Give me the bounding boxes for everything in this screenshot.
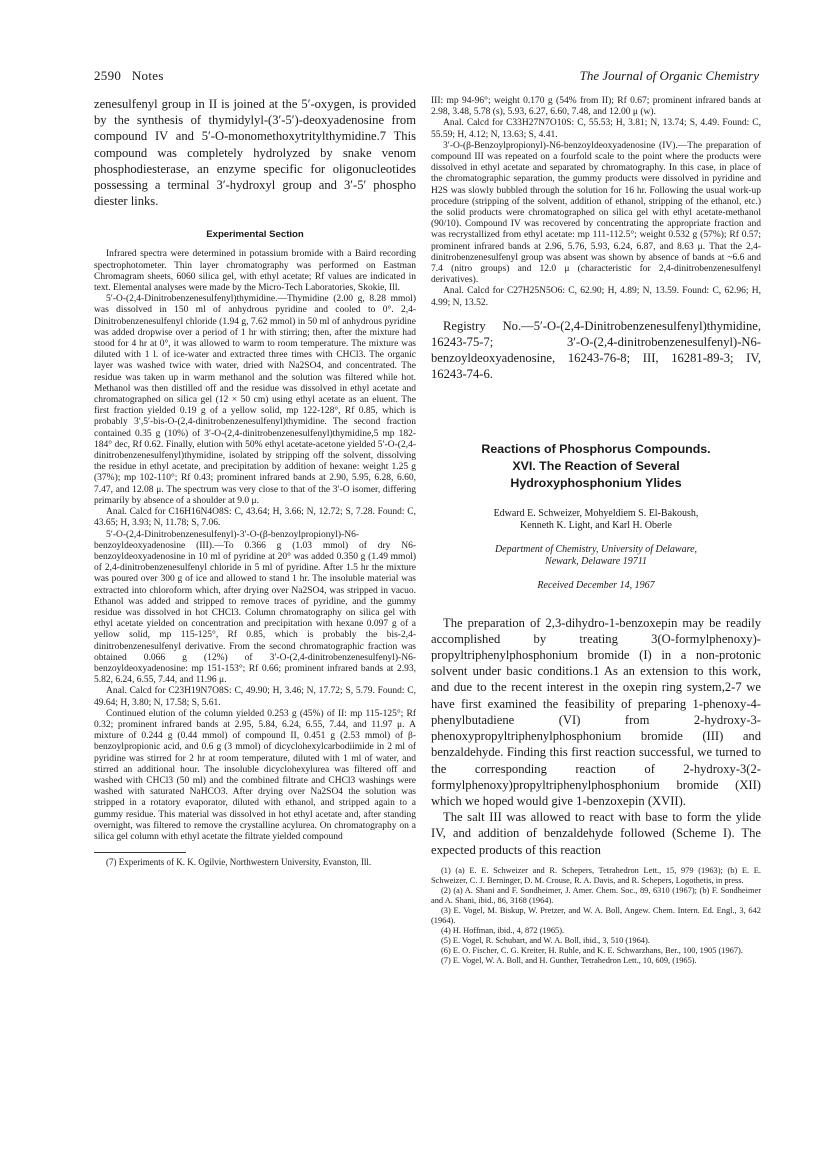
journal-title: The Journal of Organic Chemistry (579, 68, 759, 83)
left-column (94, 96, 416, 868)
article-title-line-2: XVI. The Reaction of Several (512, 458, 680, 473)
reference-item: (5) E. Vogel, R. Schubart, and W. A. Boll, ibid., 3, 510 (1964). (441, 935, 650, 945)
affiliation-line-2: Newark, Delaware 19711 (545, 555, 647, 567)
continued-paragraph-2: Anal. Calcd for C33H27N7O10S: C, 55.53; H, 3.81; N, 13.74; S, 4.49. Found: C, 55.59; H, 4.12; N, 13.63; S, 4.41. (431, 118, 761, 140)
experimental-paragraph-1: Infrared spectra were determined in potassium bromide with a Baird recording spectrophotometer. Thin layer chromatography was performed on Eastman Chromagram sheets, 6060 silica gel, with ethyl acetate; Rf values are indicated in text. Elemental analyses were made by the Micro-Tech Laboratories, Skokie, Ill. (94, 249, 416, 294)
experimental-paragraph-3: Anal. Calcd for C16H16N4O8S: C, 43.64; H, 3.66; N, 12.72; S, 7.28. Found: C, 43.65; H, 3.93; N, 11.78; S, 7.06. (94, 507, 416, 529)
reference-item: (2) (a) A. Shani and F. Sondheimer, J. Amer. Chem. Soc., 89, 6310 (1967); (b) F. Sondheimer and A. Shani, ibid., 86, 3168 (1964). (431, 885, 761, 905)
page-number-and-section (94, 68, 164, 84)
experimental-paragraph-2: 5′-O-(2,4-Dinitrobenzenesulfenyl)thymidine.—Thymidine (2.00 g, 8.28 mmol) was dissolved in 150 ml of anhydrous pyridine and cooled to 0°. 2,4-Dinitrobenzenesulfenyl chloride (1.94 g, 7.62 mmol) in 50 ml of anhydrous pyridine was added dropwise over a period of 1 hr with stirring; then, after the mixture had stood for 4 hr at 0°, it was allowed to warm to room temperature. The mixture was diluted with 1 l. of ice-water and extracted three times with CHCl3. The organic layer was washed twice with water, dried with Na2SO4, and concentrated. The residue was taken up in warm methanol and the solution was filtered while hot. Methanol was then distilled off and the residue was dissolved in ethyl acetate and chromatographed on silica gel (12 × 50 cm) using ethyl acetate as an eluent. The first fraction yielded 0.19 g of a yellow solid, mp 122-128°, Rf 0.85, which is probably 3′,5′-bis-O-(2,4-dinitrobenzenesulfenyl)thymidine. The second fraction contained 0.35 g (10%) of 3′-O-(2,4-dinitrobenzenesulfenyl)thymidine,5 mp 182-184° dec, Rf 0.62. Finally, elution with 50% ethyl acetate-acetone yielded 5′-O-(2,4-dinitrobenzenesulfenyl)thymidine, isolated by stripping off the solvent, dissolving the residue in ethyl acetate, and precipitation by addition of hexane: weight 1.25 g (37%); mp 102-110°; Rf 0.43; prominent infrared bands at 2.90, 5.95, 6.28, 6.60, 7.47, and 12.08 μ. The spectrum was very close to that of the 3′-O isomer, differing primarily by absence of a shoulder at 9.0 μ. (94, 294, 416, 506)
body-paragraph-1: The preparation of 2,3-dihydro-1-benzoxepin may be readily accomplished by treating 3(O-formylphenoxy)-propyltriphenylphosphonium bromide (I) in a non-protonic solvent under basic conditions.1 As an extension to this work, and due to the recent interest in the oxepin ring system,2-7 we have first examined the feasibility of preparing 1-phenoxy-4-phenylbutadiene (VI) from 2-hydroxy-3-phenoxypropyltriphenylphosphonium bromide (III) and benzaldehyde. Finding this first reaction successful, we turned to the corresponding reaction of 2-hydroxy-3(2-formylphenoxy)propyltriphenylphosphonium bromide (XII) which we hoped would give 1-benzoxepin (XVII). (431, 615, 761, 808)
experimental-paragraph-4: 5′-O-(2,4-Dinitrobenzenesulfenyl)-3′-O-(β-benzoylpropionyl)-N6-benzoyldeoxyadenosine (III).—To 0.366 g (1.03 mmol) of dry N6-benzoyldeoxyadenosine in 10 ml of pyridine at 20° was added 0.350 g (1.49 mmol) of 2,4-dinitrobenzenesulfenyl chloride in 5 ml of pyridine. After 1.5 hr the mixture was poured over 300 g of ice and allowed to stand 1 hr. The insoluble material was extracted into chloroform which, after drying over Na2SO4, was stripped in vacuo. Ethanol was added and stripped to remove traces of pyridine, and the gummy residue was dissolved in hot CHCl3. Column chromatography on silica gel with ethyl acetate yielded on concentration and precipitation with hexane 0.097 g of a yellow solid, mp 115-125°, Rf 0.85, which is probably the bis-2,4-dinitrobenzenesulfenyl derivative. From the second chromatographic fraction was obtained 0.066 g (12%) of 3′-O-(2,4-dinitrobenzenesulfenyl)-N6-benzoyldeoxyadenosine: mp 151-153°; Rf 0.66; prominent infrared bands at 2.93, 5.82, 6.24, 6.55, 7.44, and 11.96 μ. (94, 529, 416, 686)
experimental-paragraph-6: Continued elution of the column yielded 0.253 g (45%) of II: mp 115-125°; Rf 0.32; prominent infrared bands at 2.95, 5.84, 6.24, 6.55, 7.44, and 11.97 μ. A mixture of 0.244 g (0.44 mmol) of compound II, 0.451 g (2.53 mmol) of β-benzoylpropionic acid, and 0.6 g (3 mmol) of dicyclohexylcarbodiimide in 2 ml of pyridine was stirred for 2 hr at room temperature, diluted with 1 ml of water, and stirred an additional hour. The insoluble dicyclohexylurea was filtered off and washed with CHCl3 (50 ml) and the combined filtrate and CHCl3 washings were washed with saturated NaHCO3. After drying over Na2SO4 the solution was stripped in a rotatory evaporator, diluted with ethanol, and stripped again to a gummy residue. This material was dissolved in hot ethyl acetate and, after standing overnight, was filtered to remove the crystalline acylurea. On chromatography on a silica gel column with ethyl acetate the filtrate yielded compound (94, 708, 416, 842)
continued-paragraph-3: 3′-O-(β-Benzoylpropionyl)-N6-benzoyldeoxyadenosine (IV).—The preparation of compound III was repeated on a fourfold scale to the point where the products were dissolved in ethyl acetate and separated by chromatography. In this case, in place of the chromatographic separation, the gummy products were dissolved in pyridine and H2S was slowly bubbled through the solution for 16 hr. Following the usual work-up procedure (stripping of the solvent, addition of ethanol, stripping of the ethanol, etc.) the solid products were chromatographed on silica gel with ethyl acetate-methanol (90/10). Compound IV was recovered by concentrating the appropriate fraction and was recrystallized from ethyl acetate: mp 111-112.5°; weight 0.532 g (57%); Rf 0.57; prominent infrared bands at 2.96, 5.76, 5.93, 6.24, 6.87, and 8.63 μ. That the 2,4-dinitrobenzenesulfenyl group was absent was shown by absence of bands at ~6.6 and 7.4 (nitro groups) and 12.0 μ (characteristic for 2,4-dinitrobenzenesulfenyl derivatives). (431, 140, 761, 286)
reference-item: (4) H. Hoffman, ibid., 4, 872 (1965). (441, 925, 565, 935)
experimental-section-heading: Experimental Section (206, 229, 304, 241)
footnote-7: (7) Experiments of K. K. Ogilvie, Northwestern University, Evanston, Ill. (106, 857, 372, 868)
received-date: Received December 14, 1967 (537, 579, 655, 591)
section-label: Notes (131, 68, 164, 83)
affiliation (431, 544, 761, 568)
right-column (431, 96, 761, 966)
experimental-paragraph-5: Anal. Calcd for C23H19N7O8S: C, 49.90; H, 3.46; N, 17.72; S, 5.79. Found: C, 49.64; H, 3.80; N, 17.58; S, 5.61. (94, 686, 416, 708)
article-title-line-3: Hydroxyphosphonium Ylides (510, 475, 682, 490)
article-title-line-1: Reactions of Phosphorus Compounds. (481, 441, 711, 456)
registry-numbers: Registry No.—5′-O-(2,4-Dinitrobenzenesulfenyl)thymidine, 16243-75-7; 3′-O-(2,4-dinitrobenzenesulfenyl)-N6-benzoyldeoxyadenosine, 16243-76-8; III, 16281-89-3; IV, 16243-74-6. (431, 318, 761, 382)
continued-paragraph-4: Anal. Calcd for C27H25N5O6: C, 62.90; H, 4.89; N, 13.59. Found: C, 62.96; H, 4.99; N, 13.52. (431, 286, 761, 308)
intro-paragraph: zenesulfenyl group in II is joined at the 5′-oxygen, is provided by the synthesis of thymidylyl-(3′-5′)-deoxyadenosine from compound IV and 5′-O-monomethoxytritylthymidine.7 This compound was completely hydrolyzed by snake venom phosphodiesterase, an enzyme specific for oligonucleotides possessing a terminal 3′-hydroxyl group and 3′-5′ phospho diester links. (94, 97, 416, 209)
reference-item: (3) E. Vogel, M. Biskup, W. Pretzer, and W. A. Boll, Angew. Chem. Intern. Ed. Engl., 3, 642 (1964). (431, 905, 761, 925)
reference-item: (7) E. Vogel, W. A. Boll, and H. Gunther, Tetrahedron Lett., 10, 609, (1965). (441, 955, 697, 965)
reference-item: (1) (a) E. E. Schweizer and R. Schepers, Tetrahedron Lett., 15, 979 (1963); (b) E. E. Schweizer, C. J. Berninger, D. M. Crouse, R. A. Davis, and R. Schepers, Logothetis, in press. (431, 865, 761, 885)
references (431, 866, 761, 966)
page-number: 2590 (94, 68, 122, 83)
authors (431, 508, 761, 532)
article-title (431, 441, 761, 492)
body-paragraph-2: The salt III was allowed to react with base to form the ylide IV, and addition of benzaldehyde followed (Scheme I). The expected products of this reaction (431, 810, 761, 857)
reference-item: (6) E. O. Fischer, C. G. Kreiter, H. Ruhle, and K. E. Schwarzhans, Ber., 100, 1905 (1967). (441, 945, 743, 955)
authors-line-1: Edward E. Schweizer, Mohyeldiem S. El-Bakoush, (493, 507, 699, 519)
authors-line-2: Kenneth K. Light, and Karl H. Oberle (520, 519, 672, 531)
continued-paragraph-1: III: mp 94-96°; weight 0.170 g (54% from II); Rf 0.67; prominent infrared bands at 2.98, 3.48, 5.78 (s), 5.93, 6.27, 6.60, 7.48, and 12.00 μ (w). (431, 96, 761, 118)
footnote-rule (94, 852, 186, 853)
affiliation-line-1: Department of Chemistry, University of Delaware, (494, 543, 698, 555)
